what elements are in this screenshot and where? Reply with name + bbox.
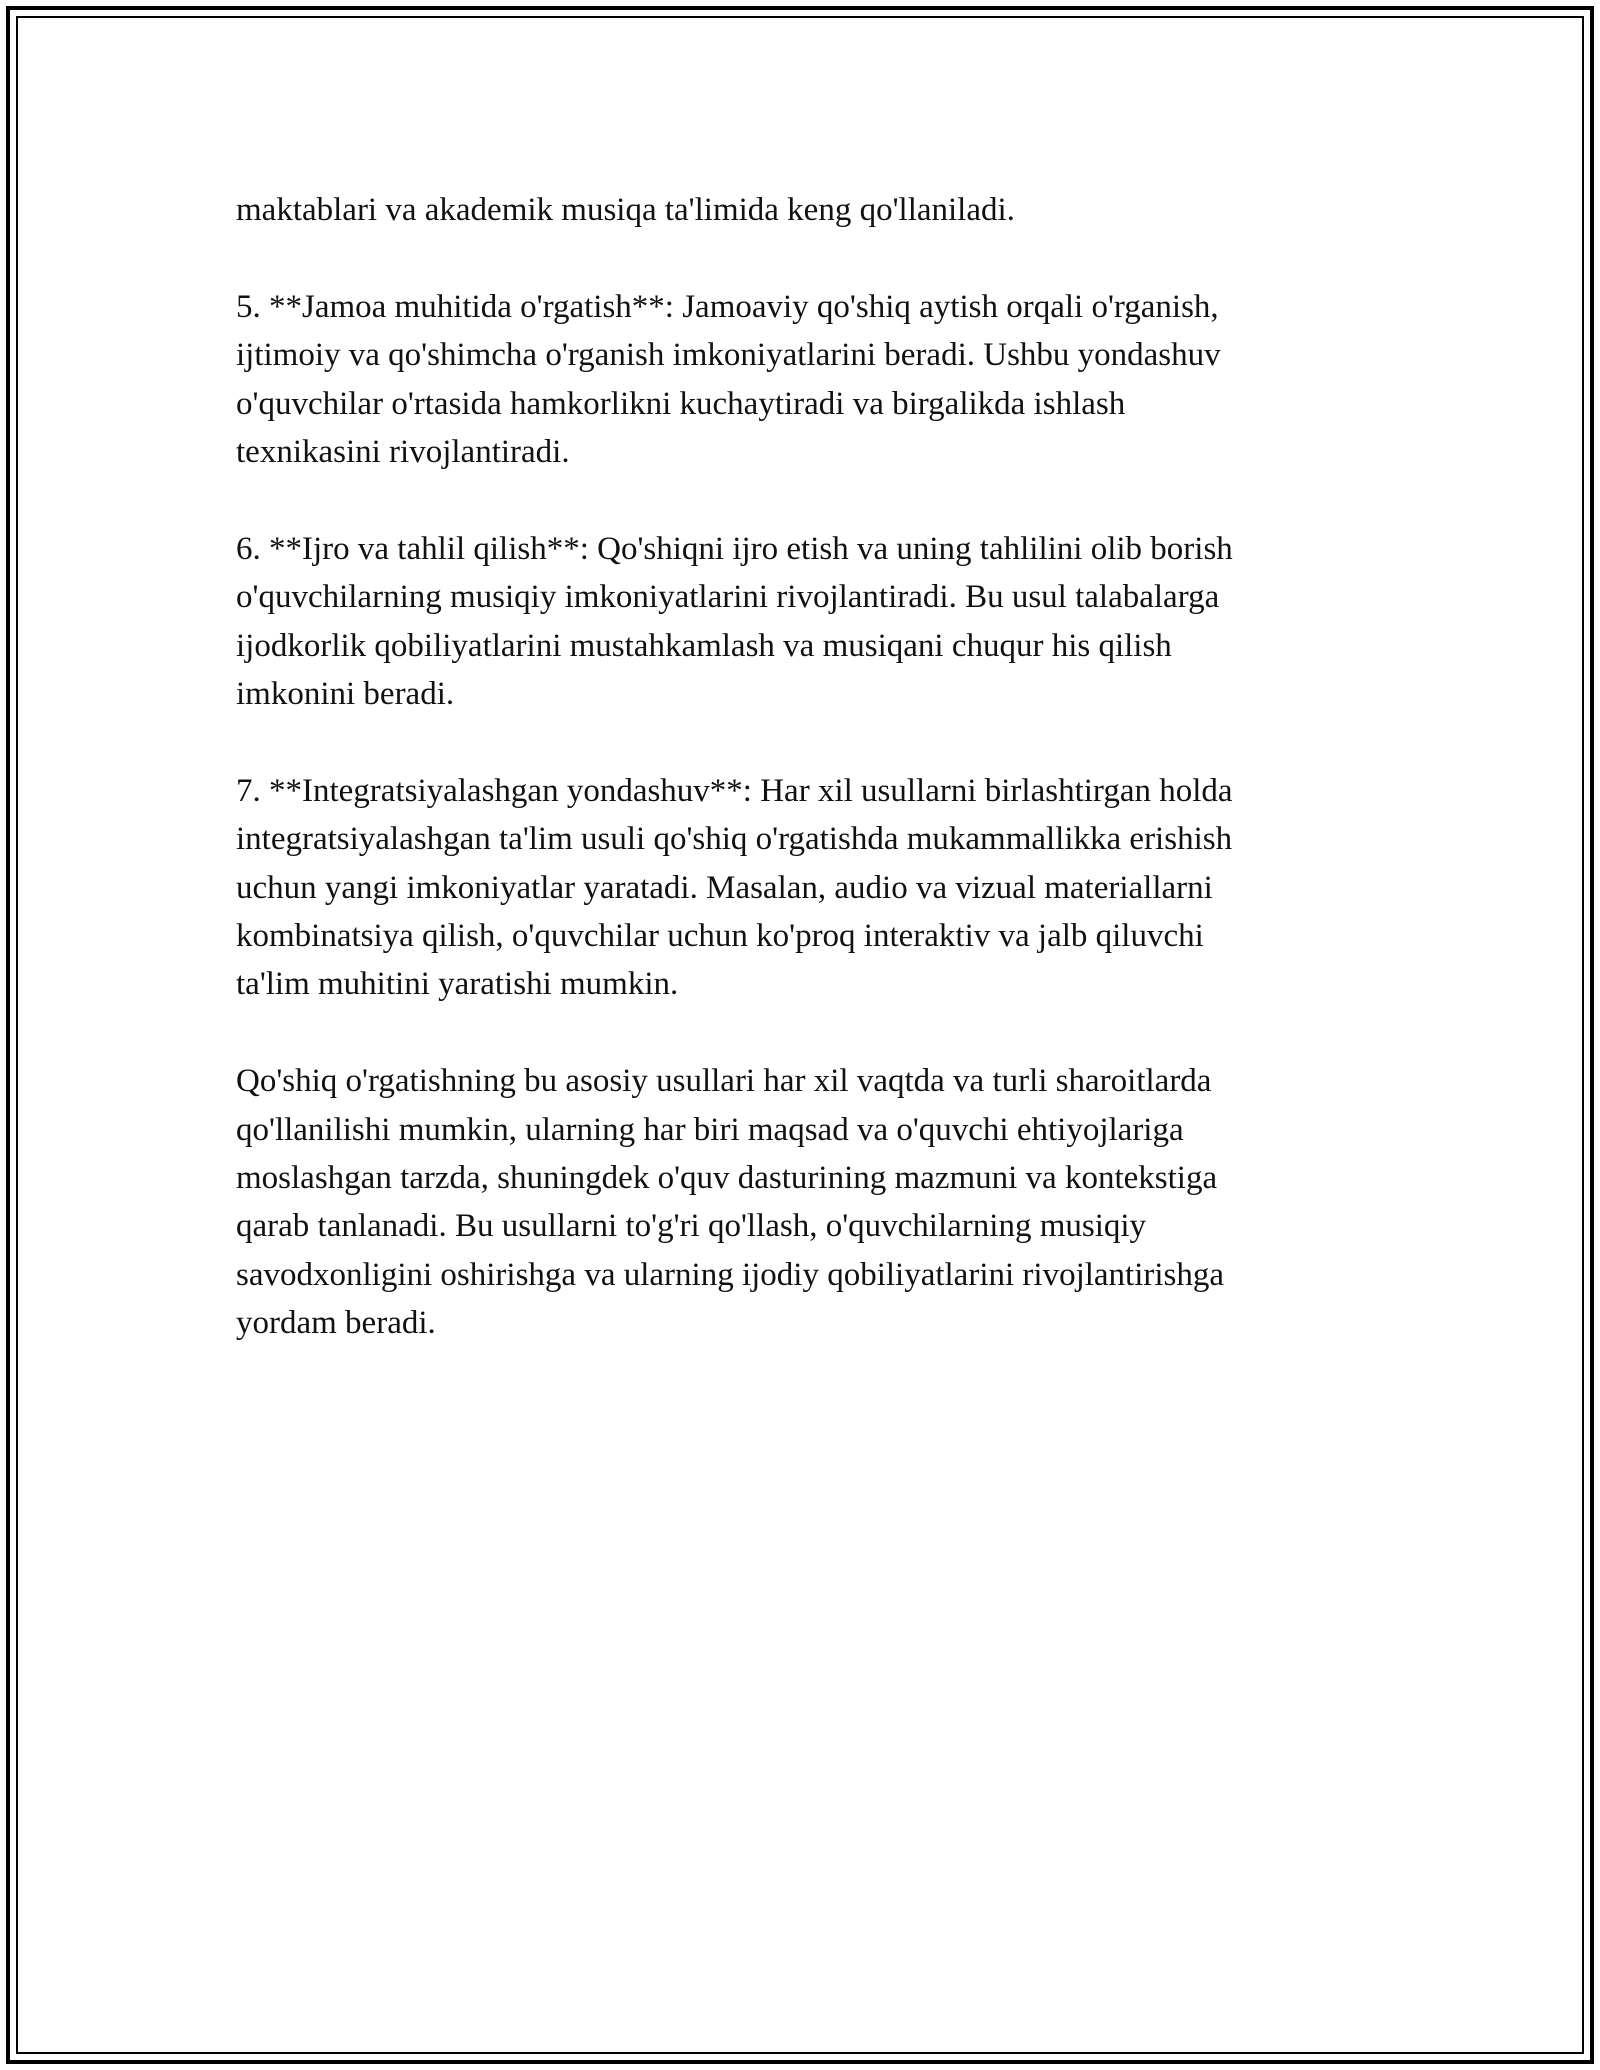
text-line: Qo'shiq o'rgatishning bu asosiy usullari har xil vaqtda va turli sharoitlarda <box>236 1063 1212 1100</box>
paragraph-item-6 <box>236 525 1366 719</box>
text-line: o'quvchilar o'rtasida hamkorlikni kuchaytiradi va birgalikda ishlash <box>236 385 1126 422</box>
text-line: integratsiyalashgan ta'lim usuli qo'shiq o'rgatishda mukammallikka erishish <box>236 821 1233 858</box>
text-line: 7. **Integratsiyalashgan yondashuv**: Har xil usullarni birlashtirgan holda <box>236 772 1233 809</box>
text-line: ijtimoiy va qo'shimcha o'rganish imkoniyatlarini beradi. Ushbu yondashuv <box>236 337 1221 374</box>
text-line: ta'lim muhitini yaratishi mumkin. <box>236 966 679 1003</box>
text-line: maktablari va akademik musiqa ta'limida keng qo'llaniladi. <box>236 192 1015 228</box>
text-line: 5. **Jamoa muhitida o'rgatish**: Jamoaviy qo'shiq aytish orqali o'rganish, <box>236 288 1219 325</box>
text-line: yordam beradi. <box>236 1305 436 1342</box>
paragraph-conclusion <box>236 1057 1366 1347</box>
text-line: qo'llanilishi mumkin, ularning har biri maqsad va o'quvchi ehtiyojlariga <box>236 1111 1184 1148</box>
paragraph-continuation <box>236 186 1366 234</box>
text-line: uchun yangi imkoniyatlar yaratadi. Masalan, audio va vizual materiallarni <box>236 869 1213 906</box>
text-line: texnikasini rivojlantiradi. <box>236 434 570 471</box>
document-body <box>236 186 1366 1396</box>
text-line: kombinatsiya qilish, o'quvchilar uchun ko'proq interaktiv va jalb qiluvchi <box>236 918 1204 955</box>
text-line: savodxonligini oshirishga va ularning ijodiy qobiliyatlarini rivojlantirishga <box>236 1256 1225 1293</box>
text-line: 6. **Ijro va tahlil qilish**: Qo'shiqni ijro etish va uning tahlilini olib borish <box>236 530 1233 567</box>
paragraph-item-5 <box>236 283 1366 477</box>
text-line: o'quvchilarning musiqiy imkoniyatlarini rivojlantiradi. Bu usul talabalarga <box>236 579 1220 616</box>
text-line: imkonini beradi. <box>236 676 455 713</box>
paragraph-item-7 <box>236 767 1366 1009</box>
text-line: qarab tanlanadi. Bu usullarni to'g'ri qo'llash, o'quvchilarning musiqiy <box>236 1208 1147 1245</box>
text-line: ijodkorlik qobiliyatlarini mustahkamlash va musiqani chuqur his qilish <box>236 627 1172 664</box>
text-line: moslashgan tarzda, shuningdek o'quv dasturining mazmuni va kontekstiga <box>236 1160 1218 1197</box>
